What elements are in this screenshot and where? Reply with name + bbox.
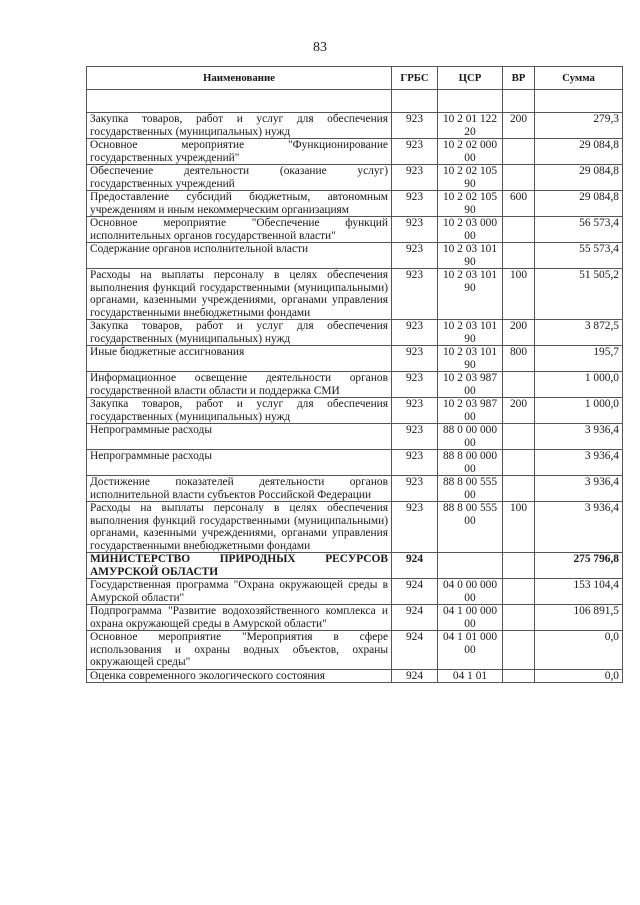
cell-csr: 10 2 03 10190	[438, 243, 503, 269]
cell-vr	[503, 243, 535, 269]
cell-name: Обеспечение деятельности (оказание услуг) государственных учреждений	[87, 165, 392, 191]
cell-grbs: 924	[392, 669, 438, 683]
cell-sum: 3 936,4	[535, 424, 623, 450]
budget-table	[86, 66, 623, 683]
spacer-row	[87, 90, 623, 113]
cell-vr	[503, 553, 535, 579]
cell-name: Расходы на выплаты персоналу в целях обеспечения выполнения функций государственными (муниципальными) органами, казенными учреждениями, органами управления государственными внебюджетными фондами	[87, 502, 392, 553]
header-grbs: ГРБС	[392, 67, 438, 90]
table-row	[87, 320, 623, 346]
cell-csr: 10 2 03 10190	[438, 320, 503, 346]
cell-vr	[503, 450, 535, 476]
page-number: 83	[313, 40, 327, 55]
cell-grbs: 924	[392, 553, 438, 579]
cell-name: Содержание органов исполнительной власти	[87, 243, 392, 269]
cell-csr	[438, 553, 503, 579]
cell-grbs: 924	[392, 579, 438, 605]
table-row	[87, 502, 623, 553]
cell-name: Подпрограмма "Развитие водохозяйственного комплекса и охрана окружающей среды в Амурской области"	[87, 605, 392, 631]
cell-vr	[503, 424, 535, 450]
header-name: Наименование	[87, 67, 392, 90]
cell-csr: 88 8 00 00000	[438, 450, 503, 476]
header-vr: ВР	[503, 67, 535, 90]
cell-csr: 88 0 00 00000	[438, 424, 503, 450]
cell-vr	[503, 217, 535, 243]
cell-vr: 100	[503, 502, 535, 553]
cell-vr	[503, 139, 535, 165]
cell-csr: 10 2 01 12220	[438, 113, 503, 139]
table-row	[87, 191, 623, 217]
cell-grbs: 923	[392, 217, 438, 243]
cell-name: Основное мероприятие "Мероприятия в сфере использования и охраны водных объектов, охраны окружающей среды"	[87, 631, 392, 670]
cell-grbs: 923	[392, 243, 438, 269]
cell-name: Закупка товаров, работ и услуг для обеспечения государственных (муниципальных) нужд	[87, 398, 392, 424]
cell-grbs: 923	[392, 320, 438, 346]
cell-sum: 106 891,5	[535, 605, 623, 631]
cell-vr	[503, 605, 535, 631]
cell-csr: 88 8 00 55500	[438, 502, 503, 553]
table-row	[87, 553, 623, 579]
cell-name: Основное мероприятие "Обеспечение функций исполнительных органов государственной власти"	[87, 217, 392, 243]
cell-csr: 10 2 03 10190	[438, 346, 503, 372]
table-row	[87, 631, 623, 670]
cell-name: Расходы на выплаты персоналу в целях обеспечения выполнения функций государственными (муниципальными) органами, казенными учреждениями, органами управления государственными внебюджетными фондами	[87, 269, 392, 320]
table-row	[87, 243, 623, 269]
cell-grbs: 923	[392, 502, 438, 553]
cell-sum: 275 796,8	[535, 553, 623, 579]
cell-name: МИНИСТЕРСТВО ПРИРОДНЫХ РЕСУРСОВ АМУРСКОЙ ОБЛАСТИ	[87, 553, 392, 579]
cell-grbs: 923	[392, 165, 438, 191]
cell-vr	[503, 165, 535, 191]
cell-sum: 0,0	[535, 631, 623, 670]
cell-csr: 04 0 00 00000	[438, 579, 503, 605]
cell-grbs: 923	[392, 346, 438, 372]
cell-grbs: 923	[392, 450, 438, 476]
cell-csr: 88 8 00 55500	[438, 476, 503, 502]
cell-name: Достижение показателей деятельности органов исполнительной власти субъектов Российской Федерации	[87, 476, 392, 502]
table-row	[87, 346, 623, 372]
cell-grbs: 923	[392, 424, 438, 450]
table-row	[87, 165, 623, 191]
cell-sum: 3 872,5	[535, 320, 623, 346]
table-row	[87, 217, 623, 243]
cell-sum: 56 573,4	[535, 217, 623, 243]
cell-grbs: 924	[392, 605, 438, 631]
header-sum: Сумма	[535, 67, 623, 90]
cell-csr: 04 1 01 00000	[438, 631, 503, 670]
cell-grbs: 923	[392, 139, 438, 165]
cell-sum: 3 936,4	[535, 476, 623, 502]
cell-vr: 200	[503, 113, 535, 139]
cell-csr: 10 2 03 98700	[438, 372, 503, 398]
table-row	[87, 424, 623, 450]
table-row	[87, 476, 623, 502]
table-row	[87, 605, 623, 631]
cell-name: Непрограммные расходы	[87, 424, 392, 450]
cell-vr: 200	[503, 398, 535, 424]
cell-vr: 800	[503, 346, 535, 372]
cell-vr	[503, 579, 535, 605]
table-row	[87, 269, 623, 320]
cell-grbs: 923	[392, 269, 438, 320]
header-row	[87, 67, 623, 90]
cell-csr: 10 2 02 10590	[438, 191, 503, 217]
cell-grbs: 923	[392, 372, 438, 398]
cell-sum: 29 084,8	[535, 165, 623, 191]
cell-grbs: 923	[392, 476, 438, 502]
cell-name: Информационное освещение деятельности органов государственной власти области и поддержка СМИ	[87, 372, 392, 398]
cell-grbs: 923	[392, 113, 438, 139]
cell-csr: 10 2 02 00000	[438, 139, 503, 165]
table-row	[87, 372, 623, 398]
cell-sum: 29 084,8	[535, 191, 623, 217]
cell-name: Иные бюджетные ассигнования	[87, 346, 392, 372]
cell-sum: 195,7	[535, 346, 623, 372]
header-csr: ЦСР	[438, 67, 503, 90]
cell-name: Закупка товаров, работ и услуг для обеспечения государственных (муниципальных) нужд	[87, 113, 392, 139]
cell-grbs: 923	[392, 398, 438, 424]
table-row	[87, 669, 623, 683]
cell-csr: 04 1 01	[438, 669, 503, 683]
cell-sum: 153 104,4	[535, 579, 623, 605]
cell-csr: 10 2 03 10190	[438, 269, 503, 320]
cell-grbs: 923	[392, 191, 438, 217]
cell-vr: 600	[503, 191, 535, 217]
table-row	[87, 450, 623, 476]
cell-vr: 100	[503, 269, 535, 320]
cell-vr: 200	[503, 320, 535, 346]
cell-vr	[503, 372, 535, 398]
cell-sum: 279,3	[535, 113, 623, 139]
cell-name: Оценка современного экологического состояния	[87, 669, 392, 683]
cell-sum: 1 000,0	[535, 398, 623, 424]
cell-sum: 1 000,0	[535, 372, 623, 398]
cell-name: Основное мероприятие "Функционирование государственных учреждений"	[87, 139, 392, 165]
table-row	[87, 579, 623, 605]
table-row	[87, 113, 623, 139]
cell-sum: 3 936,4	[535, 450, 623, 476]
cell-csr: 10 2 03 98700	[438, 398, 503, 424]
cell-sum: 0,0	[535, 669, 623, 683]
cell-sum: 29 084,8	[535, 139, 623, 165]
cell-csr: 10 2 03 00000	[438, 217, 503, 243]
cell-sum: 55 573,4	[535, 243, 623, 269]
cell-name: Закупка товаров, работ и услуг для обеспечения государственных (муниципальных) нужд	[87, 320, 392, 346]
cell-name: Непрограммные расходы	[87, 450, 392, 476]
table-row	[87, 139, 623, 165]
cell-sum: 3 936,4	[535, 502, 623, 553]
cell-csr: 04 1 00 00000	[438, 605, 503, 631]
cell-sum: 51 505,2	[535, 269, 623, 320]
table-row	[87, 398, 623, 424]
cell-csr: 10 2 02 10590	[438, 165, 503, 191]
cell-vr	[503, 476, 535, 502]
cell-name: Государственная программа "Охрана окружающей среды в Амурской области"	[87, 579, 392, 605]
cell-vr	[503, 631, 535, 670]
cell-vr	[503, 669, 535, 683]
cell-name: Предоставление субсидий бюджетным, автономным учреждениям и иным некоммерческим организациям	[87, 191, 392, 217]
cell-grbs: 924	[392, 631, 438, 670]
